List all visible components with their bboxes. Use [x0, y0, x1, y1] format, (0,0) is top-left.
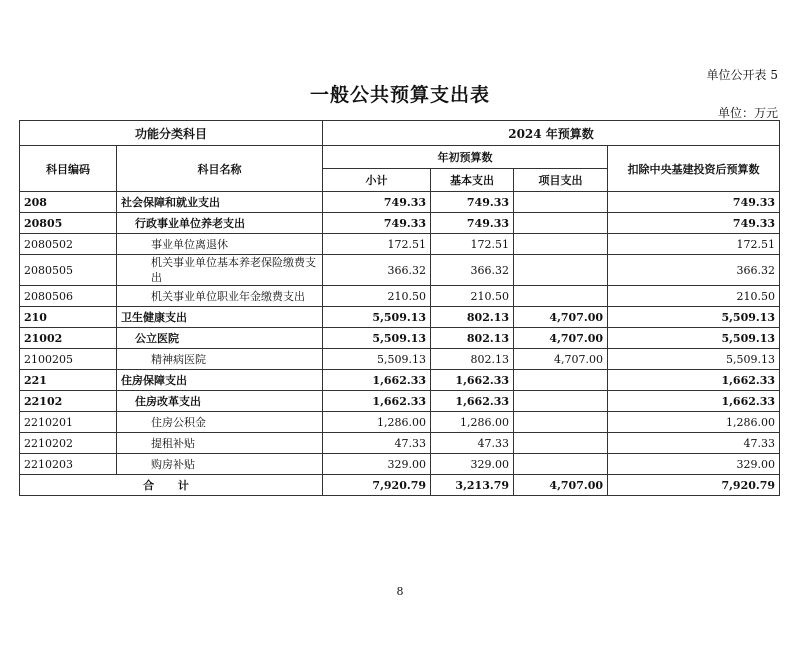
total-net: 7,920.79 [608, 475, 780, 496]
row-name: 社会保障和就业支出 [117, 192, 323, 213]
row-subtotal: 210.50 [323, 286, 431, 307]
table-row [20, 391, 780, 412]
row-net: 366.32 [608, 255, 780, 286]
row-net: 210.50 [608, 286, 780, 307]
header-subtotal: 小计 [323, 169, 431, 192]
table-row [20, 286, 780, 307]
row-code: 2210201 [20, 412, 117, 433]
header-project: 项目支出 [514, 169, 608, 192]
row-code: 210 [20, 307, 117, 328]
row-project [514, 391, 608, 412]
table-row [20, 192, 780, 213]
row-code: 2080505 [20, 255, 117, 286]
row-basic: 329.00 [431, 454, 514, 475]
row-code: 2080502 [20, 234, 117, 255]
row-name: 住房公积金 [117, 412, 323, 433]
row-name: 提租补贴 [117, 433, 323, 454]
total-subtotal: 7,920.79 [323, 475, 431, 496]
row-project [514, 255, 608, 286]
row-name: 精神病医院 [117, 349, 323, 370]
row-project: 4,707.00 [514, 307, 608, 328]
row-basic: 1,662.33 [431, 370, 514, 391]
row-basic: 366.32 [431, 255, 514, 286]
row-subtotal: 749.33 [323, 192, 431, 213]
table-row [20, 255, 780, 286]
row-net: 172.51 [608, 234, 780, 255]
table-row [20, 307, 780, 328]
table-row [20, 454, 780, 475]
row-code: 20805 [20, 213, 117, 234]
row-net: 1,662.33 [608, 370, 780, 391]
row-subtotal: 172.51 [323, 234, 431, 255]
row-net: 1,662.33 [608, 391, 780, 412]
row-project [514, 213, 608, 234]
row-project [514, 412, 608, 433]
total-label: 合 计 [20, 475, 323, 496]
row-project: 4,707.00 [514, 328, 608, 349]
row-subtotal: 5,509.13 [323, 349, 431, 370]
row-name: 行政事业单位养老支出 [117, 213, 323, 234]
unit-label: 单位：万元 [717, 106, 778, 120]
row-net: 5,509.13 [608, 328, 780, 349]
row-name: 购房补贴 [117, 454, 323, 475]
total-basic: 3,213.79 [431, 475, 514, 496]
header-budget-year: 2024 年预算数 [323, 121, 780, 146]
row-net: 749.33 [608, 213, 780, 234]
row-name: 住房改革支出 [117, 391, 323, 412]
row-name: 机关事业单位基本养老保险缴费支出 [117, 255, 323, 286]
row-project [514, 234, 608, 255]
table-row [20, 213, 780, 234]
page-title: 一般公共预算支出表 [309, 84, 490, 106]
header-net-budget: 扣除中央基建投资后预算数 [608, 146, 780, 192]
row-project: 4,707.00 [514, 349, 608, 370]
row-name: 公立医院 [117, 328, 323, 349]
row-basic: 802.13 [431, 349, 514, 370]
row-basic: 210.50 [431, 286, 514, 307]
row-code: 2080506 [20, 286, 117, 307]
table-row [20, 349, 780, 370]
row-project [514, 286, 608, 307]
row-basic: 749.33 [431, 192, 514, 213]
row-basic: 1,286.00 [431, 412, 514, 433]
row-code: 221 [20, 370, 117, 391]
table-id-label: 单位公开表 5 [706, 68, 778, 82]
table-row [20, 328, 780, 349]
row-subtotal: 5,509.13 [323, 307, 431, 328]
header-initial-budget: 年初预算数 [323, 146, 608, 169]
row-subtotal: 1,662.33 [323, 391, 431, 412]
row-project [514, 370, 608, 391]
row-basic: 802.13 [431, 307, 514, 328]
row-subtotal: 366.32 [323, 255, 431, 286]
row-code: 22102 [20, 391, 117, 412]
row-code: 2210202 [20, 433, 117, 454]
total-project: 4,707.00 [514, 475, 608, 496]
row-code: 2210203 [20, 454, 117, 475]
row-basic: 1,662.33 [431, 391, 514, 412]
row-basic: 47.33 [431, 433, 514, 454]
row-subtotal: 1,662.33 [323, 370, 431, 391]
row-subtotal: 5,509.13 [323, 328, 431, 349]
row-net: 329.00 [608, 454, 780, 475]
row-name: 机关事业单位职业年金缴费支出 [117, 286, 323, 307]
header-category: 功能分类科目 [20, 121, 323, 146]
row-code: 2100205 [20, 349, 117, 370]
row-net: 749.33 [608, 192, 780, 213]
header-basic: 基本支出 [431, 169, 514, 192]
table-row [20, 370, 780, 391]
table-row [20, 234, 780, 255]
row-subtotal: 1,286.00 [323, 412, 431, 433]
budget-table [19, 120, 780, 496]
table-row [20, 412, 780, 433]
row-name: 事业单位离退休 [117, 234, 323, 255]
row-net: 5,509.13 [608, 307, 780, 328]
row-subtotal: 329.00 [323, 454, 431, 475]
table-row [20, 433, 780, 454]
row-subtotal: 749.33 [323, 213, 431, 234]
row-subtotal: 47.33 [323, 433, 431, 454]
page-number: 8 [396, 585, 404, 598]
row-project [514, 192, 608, 213]
total-row [20, 475, 780, 496]
row-net: 47.33 [608, 433, 780, 454]
row-basic: 802.13 [431, 328, 514, 349]
row-code: 21002 [20, 328, 117, 349]
header-name: 科目名称 [117, 146, 323, 192]
row-name: 住房保障支出 [117, 370, 323, 391]
row-code: 208 [20, 192, 117, 213]
row-project [514, 433, 608, 454]
row-net: 1,286.00 [608, 412, 780, 433]
row-project [514, 454, 608, 475]
header-code: 科目编码 [20, 146, 117, 192]
row-name: 卫生健康支出 [117, 307, 323, 328]
row-basic: 749.33 [431, 213, 514, 234]
row-net: 5,509.13 [608, 349, 780, 370]
row-basic: 172.51 [431, 234, 514, 255]
